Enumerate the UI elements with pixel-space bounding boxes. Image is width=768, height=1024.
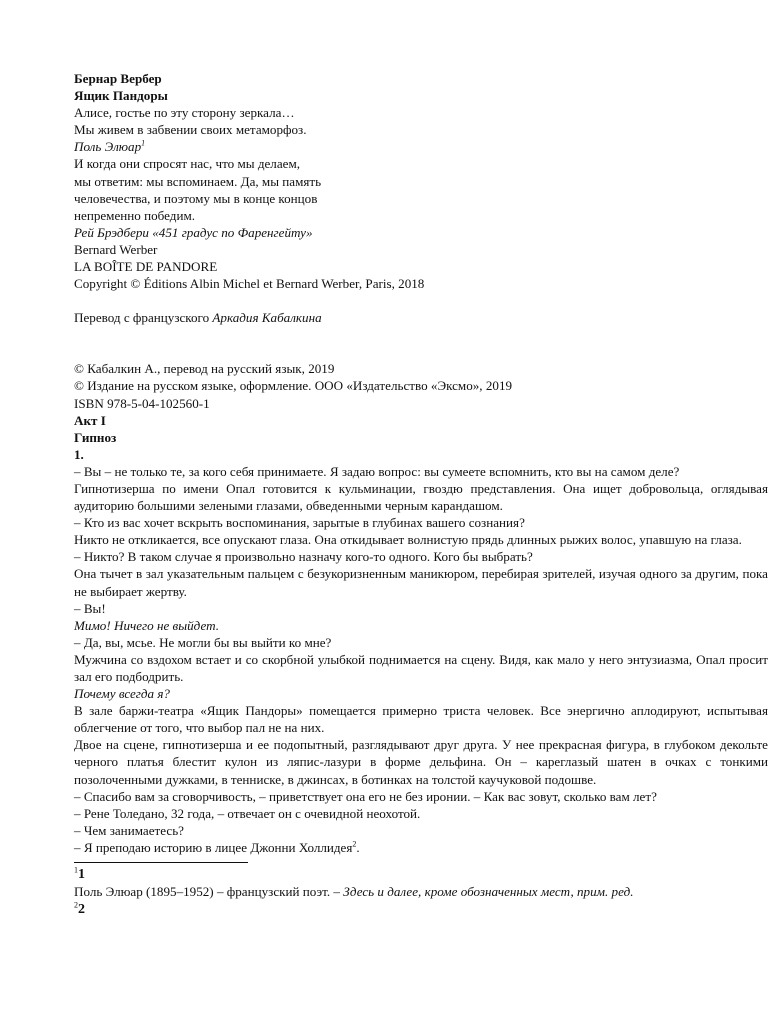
- footnote-ref-1[interactable]: 1: [141, 139, 146, 149]
- epigraph-2-line: И когда они спросят нас, что мы делаем,: [74, 156, 301, 172]
- body-paragraph: – Чем занимаетесь?: [74, 822, 184, 838]
- footnote-1-number: 1: [78, 867, 85, 883]
- epigraph-2-line: мы ответим: мы вспоминаем. Да, мы память: [74, 173, 322, 189]
- document-page: [74, 70, 768, 918]
- epigraph-2: [74, 155, 768, 223]
- last-paragraph: [74, 839, 768, 856]
- body-paragraph: – Да, вы, мсье. Не могли бы вы выйти ко мне?: [74, 634, 332, 650]
- body-paragraph: Гипнотизерша по имени Опал готовится к кульминации, гвоздю представления. Она ищет добровольца, оглядывая аудиторию большими зелеными глазами, обведенными черным карандашом.: [74, 480, 768, 514]
- footnote-1-sup: 1: [74, 865, 78, 875]
- copyright-edition: © Издание на русском языке, оформление. ООО «Издательство «Эксмо», 2019: [74, 378, 513, 394]
- body-paragraph: Мужчина со вздохом встает и со скорбной улыбкой поднимается на сцену. Видя, как мало у него энтузиазма, Опал просит зал его подбодрить.: [74, 651, 768, 684]
- epigraph-2-author: Рей Брэдбери «451 градус по Фаренгейту»: [74, 224, 313, 240]
- body-paragraph: – Рене Толедано, 32 года, – отвечает он с очевидной неохотой.: [74, 805, 421, 821]
- chapter-body: [74, 463, 768, 839]
- original-author: Bernard Werber: [74, 241, 158, 257]
- translation-prefix: Перевод с французского: [74, 310, 213, 326]
- body-paragraph: В зале баржи-театра «Ящик Пандоры» помещается примерно триста человек. Все энергично аплодируют, испытывая облегчение от того, что выбор пал не на них.: [74, 703, 768, 736]
- epigraph-1-author-name: Поль Элюар: [74, 139, 142, 155]
- body-paragraph: Мимо! Ничего не выйдет.: [74, 617, 219, 633]
- chapter-number: 1.: [74, 446, 84, 462]
- translator-name: Аркадия Кабалкина: [212, 310, 322, 326]
- copyright-translation: © Кабалкин А., перевод на русский язык, 2019: [74, 361, 335, 377]
- footnote-ref-2[interactable]: 2: [352, 839, 357, 849]
- original-title: LA BOÎTE DE PANDORE: [74, 259, 218, 275]
- body-paragraph: Никто не откликается, все опускают глаза. Она откидывает волнистую прядь длинных рыжих волос, упавшую на глаза.: [74, 532, 742, 548]
- act-heading: Акт I: [74, 412, 106, 428]
- translation-credit: [74, 309, 768, 326]
- body-paragraph: – Вы – не только те, за кого себя принимаете. Я задаю вопрос: вы сумеете вспомнить, кто вы на самом деле?: [74, 463, 680, 479]
- epigraph-1-text: Мы живем в забвении своих метаморфоз.: [74, 122, 307, 138]
- body-paragraph: Она тычет в зал указательным пальцем с безукоризненным маникюром, перебирая зрителей, изучая одного за другим, пока не выбирает жертву.: [74, 566, 768, 599]
- epigraph-2-line: непременно победим.: [74, 207, 196, 223]
- footnote-2-number: 2: [78, 902, 85, 918]
- epigraph-1-author: [74, 138, 768, 155]
- footnote-1-note: Здесь и далее, кроме обозначенных мест, прим. ред.: [343, 884, 634, 900]
- body-paragraph: – Вы!: [74, 600, 106, 616]
- footnote-1-text: Поль Элюар (1895–1952) – французский поэт. –: [74, 884, 344, 900]
- footnote-2-label: [74, 900, 768, 918]
- body-paragraph: – Никто? В таком случае я произвольно назначу кого-то одного. Кого бы выбрать?: [74, 549, 533, 565]
- isbn: ISBN 978-5-04-102560-1: [74, 395, 210, 411]
- footnote-1: [74, 883, 768, 900]
- last-line-text: – Я преподаю историю в лицее Джонни Холлидея: [74, 839, 353, 855]
- footnote-2-sup: 2: [74, 900, 78, 910]
- part-heading: Гипноз: [74, 429, 117, 445]
- body-paragraph: – Кто из вас хочет вскрыть воспоминания, зарытые в глубинах вашего сознания?: [74, 515, 525, 531]
- body-paragraph: – Спасибо вам за сговорчивость, – приветствует она его не без иронии. – Как вас зовут, сколько вам лет?: [74, 788, 657, 804]
- body-paragraph: Двое на сцене, гипнотизерша и ее подопытный, разглядывают друг друга. У нее прекрасная фигура, в глубоком декольте черного платья блестит кулон из ляпис-лазури в форме дельфина. Он – кареглазый шатен в очках с тонкими позолоченными дужками, в тенниске, в джинсах, в ботинках на толстой каучуковой подошве.: [74, 737, 768, 787]
- dedication: Алисе, гостье по эту сторону зеркала…: [74, 105, 295, 121]
- book-author: Бернар Вербер: [74, 71, 162, 86]
- last-line-end: .: [356, 839, 360, 855]
- book-title: Ящик Пандоры: [74, 88, 168, 104]
- epigraph-2-line: человечества, и поэтому мы в конце концов: [74, 190, 318, 206]
- original-copyright: Copyright © Éditions Albin Michel et Bernard Werber, Paris, 2018: [74, 276, 425, 292]
- footnote-divider: [74, 862, 248, 863]
- footnote-1-label: [74, 865, 768, 883]
- body-paragraph: Почему всегда я?: [74, 686, 170, 702]
